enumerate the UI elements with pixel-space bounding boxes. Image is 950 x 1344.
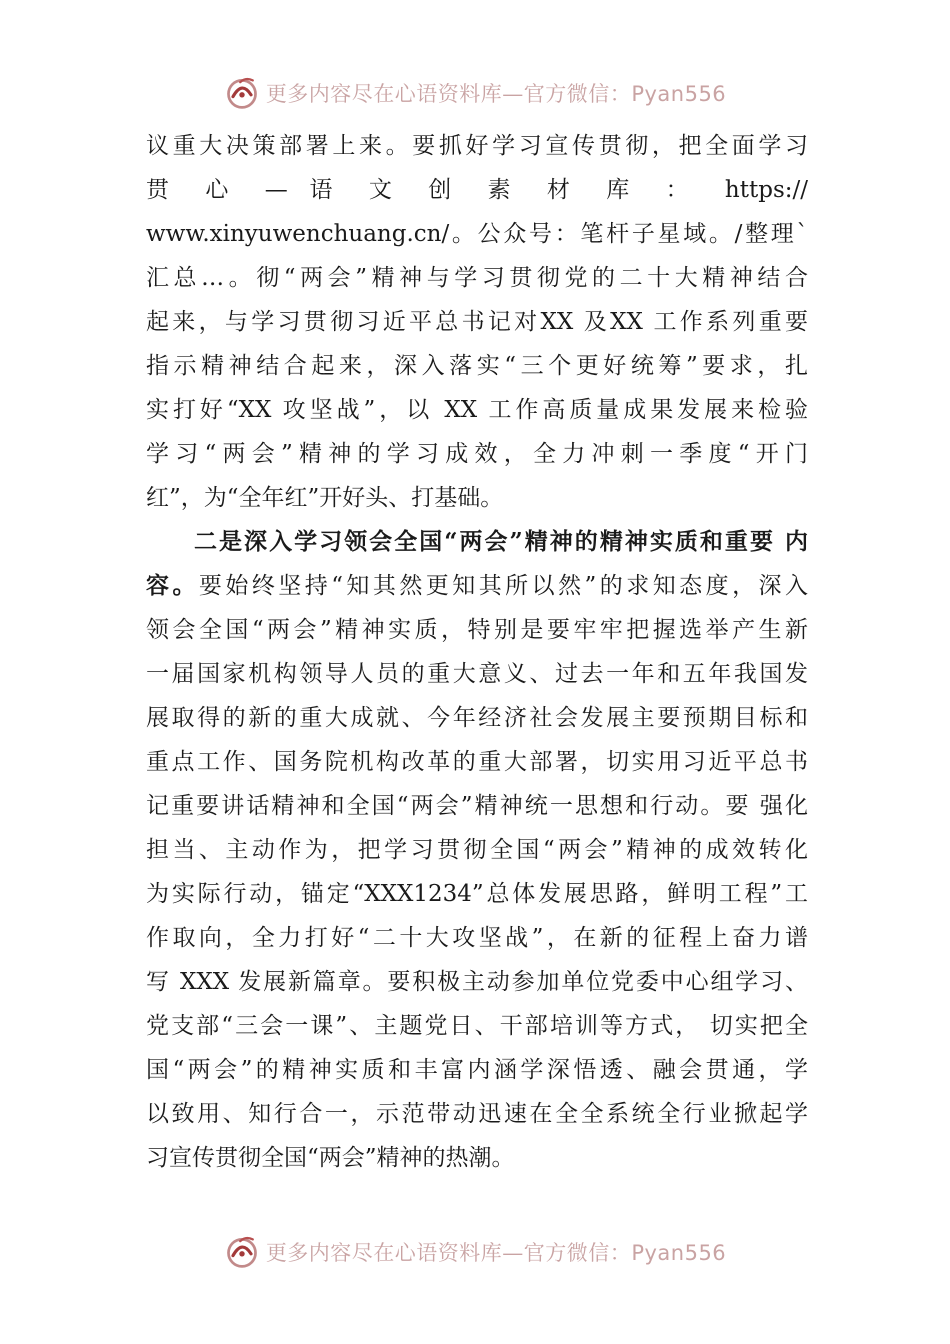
text-line: www.xinyuwenchuang.cn/。公众号：笔杆子星域。/整理` (146, 221, 808, 247)
text-line: 记重要讲话精神和全国“两会”精神统一思想和行动。要 强化 (146, 793, 808, 819)
text-line: 为实际行动，锚定“XXX1234”总体发展思路，鲜明工程”工 (146, 881, 808, 907)
text-line: 学习“两会”精神的学习成效，全力冲刺一季度“开门 (146, 441, 808, 467)
document-body (146, 124, 808, 1180)
watermark-banner-bottom (0, 1229, 950, 1275)
text-line: 汇总…。彻“两会”精神与学习贯彻党的二十大精神结合 (146, 265, 808, 291)
watermark-banner-top (0, 70, 950, 116)
text-line: 以致用、知行合一，示范带动迅速在全全系统全行业掀起学 (146, 1101, 808, 1127)
text-line: 议重大决策部署上来。要抓好学习宣传贯彻，把全面学习 (146, 133, 808, 159)
text-line: 重点工作、国务院机构改革的重大部署，切实用习近平总书 (146, 749, 808, 775)
watermark-text: 更多内容尽在心语资料库—官方微信：Pyan556 (265, 82, 727, 106)
text-line: 一届国家机构领导人员的重大意义、过去一年和五年我国发 (146, 661, 808, 687)
text-line: 展取得的新的重大成就、今年经济社会发展主要预期目标和 (146, 705, 808, 731)
heading-tail: 容。 (146, 572, 199, 599)
heading-rest: 要始终坚持“知其然更知其所以然”的求知态度，深入 (198, 573, 808, 599)
text-line (146, 564, 808, 608)
text-line: 国“两会”的精神实质和丰富内涵学深悟透、融会贯通，学 (146, 1057, 808, 1083)
text-line: 习宣传贯彻全国“两会”精神的热潮。 (146, 1145, 515, 1171)
watermark-text: 更多内容尽在心语资料库—官方微信：Pyan556 (265, 1241, 727, 1265)
text-line: 指示精神结合起来，深入落实“三个更好统筹”要求，扎 (146, 353, 808, 379)
paragraph-heading: 二是深入学习领会全国“两会”精神的精神实质和重要 内 (194, 528, 808, 555)
text-line: 红”，为“全年红”开好头、打基础。 (146, 485, 504, 511)
text-line: 领会全国“两会”精神实质，特别是要牢牢把握选举产生新 (146, 617, 808, 643)
text-line: 写 XXX 发展新篇章。要积极主动参加单位党委中心组学习、 (146, 969, 808, 995)
text-line: 实打好“XX 攻坚战”，以 XX 工作高质量成果发展来检验 (146, 397, 808, 423)
text-line: 作取向，全力打好“二十大攻坚战”，在新的征程上奋力谱 (146, 925, 808, 951)
brand-logo-icon (224, 1234, 260, 1270)
text-line: 担当、主动作为，把学习贯彻全国“两会”精神的成效转化 (146, 837, 808, 863)
text-line: 起来，与学习贯彻习近平总书记对XX 及XX 工作系列重要 (146, 309, 808, 335)
brand-logo-icon (224, 75, 260, 111)
text-line: 贯 心 — 语 文 创 素 材 库 ： https:// (146, 177, 808, 203)
text-line: 党支部“三会一课”、主题党日、干部培训等方式， 切实把全 (146, 1013, 808, 1039)
